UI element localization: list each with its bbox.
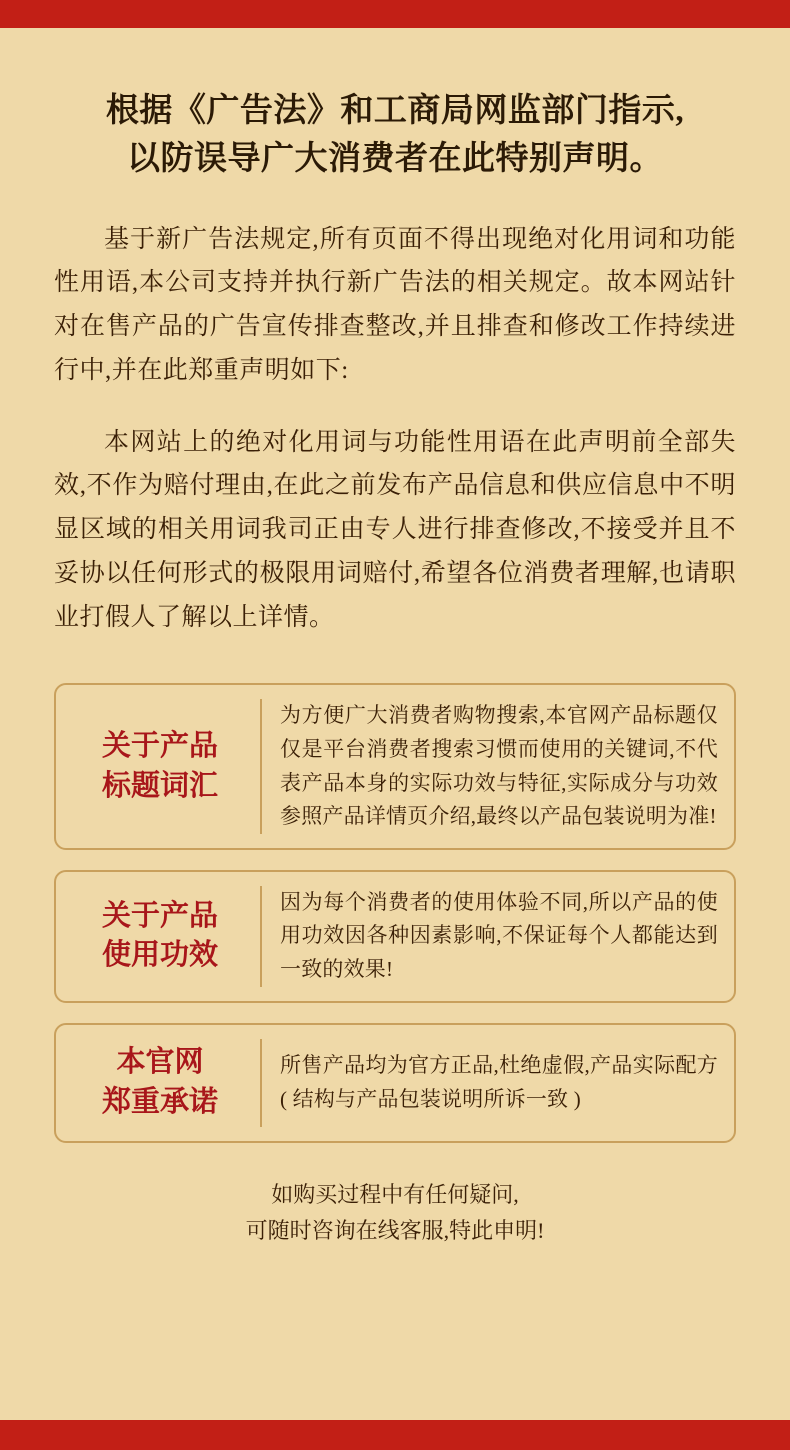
declaration-panel [0,28,790,1420]
footer-note-line-1: 如购买过程中有任何疑问, [271,1181,519,1207]
notice-card-title [72,699,262,833]
footer-note-line-2: 可随时咨询在线客服,特此申明! [245,1217,545,1243]
notice-card-title-line-1: 关于产品 [101,900,218,933]
notice-card-title-line-2: 使用功效 [101,939,218,972]
paragraph-statement-2: 本网站上的绝对化用词与功能性用语在此声明前全部失效,不作为赔付理由,在此之前发布产品信息和供应信息中不明显区域的相关用词我司正由专人进行排查修改,不接受并且不妥协以任何形式的极限用词赔付,希望各位消费者理解,也请职业打假人了解以上详情。 [54,428,736,631]
notice-card-title [72,886,262,987]
notice-card-product-title [54,683,736,849]
page-title-line-2: 以防误导广大消费者在此特别声明。 [127,140,663,177]
notice-card-title [72,1039,262,1127]
notice-card-body: 因为每个消费者的使用体验不同,所以产品的使用功效因各种因素影响,不保证每个人都能达到一致的效果! [280,889,718,981]
notice-card-title-line-2: 郑重承诺 [101,1085,218,1118]
notice-card-title-line-2: 标题词汇 [101,769,218,802]
notice-card-title-line-1: 本官网 [116,1046,204,1079]
notice-card-official-promise [54,1023,736,1143]
notice-card-body: 所售产品均为官方正品,杜绝虚假,产品实际配方( 结构与产品包装说明所诉一致 ) [280,1053,718,1111]
notice-card-body: 为方便广大消费者购物搜索,本官网产品标题仅仅是平台消费者搜索习惯而使用的关键词,不代表产品本身的实际功效与特征,实际成分与功效参照产品详情页介绍,最终以产品包装说明为准! [280,703,718,829]
notice-card-list [54,683,736,1142]
paragraph-statement-1: 基于新广告法规定,所有页面不得出现绝对化用词和功能性用语,本公司支持并执行新广告法的相关规定。故本网站针对在售产品的广告宣传排查整改,并且排查和修改工作持续进行中,并在此郑重声明如下: [54,225,736,384]
notice-card-product-effect [54,870,736,1003]
notice-card-title-line-1: 关于产品 [101,730,218,763]
page-title [54,88,736,184]
page-title-line-1: 根据《广告法》和工商局网监部门指示, [105,93,685,129]
footer-note [54,1177,736,1250]
